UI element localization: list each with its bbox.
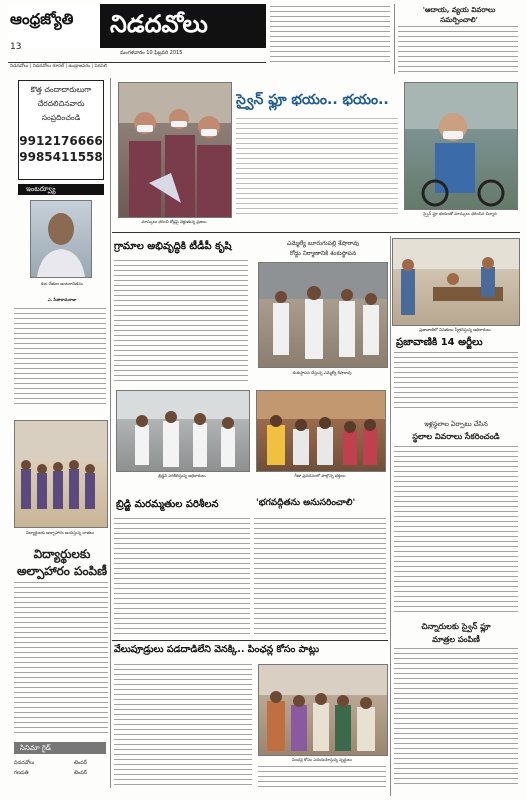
pensions-text xyxy=(114,664,252,788)
pensions-text-right xyxy=(258,766,386,788)
students-photo xyxy=(14,420,108,528)
temple-gathering-icon xyxy=(257,391,385,471)
interview-photo xyxy=(30,200,92,278)
phone-1: 9912176666 xyxy=(19,134,103,148)
petitions-headline: ప్రజావాణికి 14 అర్జీలు xyxy=(396,337,483,348)
logo: ఆంధ్రజ్యోతి 13 xyxy=(8,4,100,48)
dateline: మంగళవారం 10 ఫిబ్రవరి 2015 xyxy=(120,50,183,56)
phone-2: 9985411558 xyxy=(19,150,103,164)
bhagavad-photo xyxy=(256,390,386,472)
cinema-row: గణపతి టెంపర్ xyxy=(14,770,87,776)
edition-banner xyxy=(100,4,266,48)
interview-caption: కుల చేతుల అంటరానితనం xyxy=(41,281,83,286)
children-headline: చిన్నారులకు స్వైన్ ఫ్లూ మాత్రల పంపిణీ xyxy=(421,622,491,644)
tdp-photo xyxy=(258,262,388,368)
page-number: 13 xyxy=(10,42,22,52)
bridge-photo xyxy=(116,390,250,472)
petitions-text xyxy=(394,352,518,412)
tdp-headline: గ్రామాల అభివృద్ధికి టీడీపీ కృషి xyxy=(114,241,232,252)
pensions-photo xyxy=(258,664,388,756)
child-mask-icon xyxy=(405,83,517,209)
children-text xyxy=(394,648,518,788)
interview-label-bar: ఇంటర్వ్యూ xyxy=(18,184,104,195)
divider xyxy=(110,78,111,788)
office-desk-icon xyxy=(393,239,519,325)
interview-name: ఎ. సీతారామరాజు xyxy=(47,297,77,302)
swine-flu-photo-left xyxy=(118,82,232,218)
bridge-inspection-icon xyxy=(117,391,249,471)
students-headline: విద్యార్థులకు అల్పాహారం పంపిణీ xyxy=(16,547,108,578)
bridge-headline: బ్రిడ్జి మరమ్మతుల పరిశీలన xyxy=(116,499,219,510)
bhagavad-text xyxy=(254,518,386,634)
divider xyxy=(390,236,391,796)
students-text xyxy=(14,582,108,734)
tdp-side-headline: ఎమ్మెల్యే బూరుగుపల్లి శేషారావు రోడ్డు నిర్మాణానికి శంకుస్థాపన xyxy=(286,240,360,257)
bridge-text xyxy=(114,518,250,634)
right-top-text xyxy=(398,26,518,74)
land-text xyxy=(394,446,518,614)
pensions-headline: వేలుపూడ్రులు పడదాడిలేని వెనక్కి.. పింఛన్ల కోసం పాట్లు xyxy=(114,644,320,655)
ceremony-icon xyxy=(259,263,387,367)
cinema-guide-bar: సినిమా గైడ్ xyxy=(14,742,106,754)
elderly-queue-icon xyxy=(259,665,387,755)
section-rule xyxy=(112,640,388,641)
crowd-masks-icon xyxy=(119,83,231,217)
tdp-text xyxy=(114,260,248,384)
edition-title: నిడదవోలు xyxy=(110,10,208,38)
petitions-photo xyxy=(392,238,520,326)
top-column-text xyxy=(270,6,390,66)
interview-text xyxy=(14,308,106,408)
person-icon xyxy=(31,201,91,277)
masthead-rule xyxy=(8,62,266,63)
students-group-icon xyxy=(15,421,107,527)
swine-flu-photo-right xyxy=(404,82,518,210)
swine-flu-text xyxy=(236,118,398,214)
swine-flu-headline: స్వైన్ ఫ్లూ భయం.. భయం.. xyxy=(236,92,389,108)
right-top-headline: 'ఆదాయ, వ్యయ వివరాలు సమర్పించాలి' xyxy=(422,6,496,24)
section-rule xyxy=(112,232,520,233)
land-headline: ఇళ్లస్థలాల ఏర్పాటు చేసిన స్థలాల వివరాలు సేకరించండి xyxy=(412,420,500,441)
masthead xyxy=(8,4,266,58)
cinema-row: నిడదవోలు టెంపర్ xyxy=(14,760,87,766)
bhagavad-headline: 'భగవద్గీతను అనుసరించాలి' xyxy=(256,498,356,508)
subline: నిడదవోలు | నిడదవోలు రూరల్ | ఉండ్రాజవరం | పెరవలి xyxy=(10,64,108,69)
subscription-ad: కొత్త చందాదారులుగా చేరదలిచినవారు సంప్రదించండి 9912176666 9985411558 xyxy=(18,80,104,180)
divider xyxy=(394,4,395,74)
